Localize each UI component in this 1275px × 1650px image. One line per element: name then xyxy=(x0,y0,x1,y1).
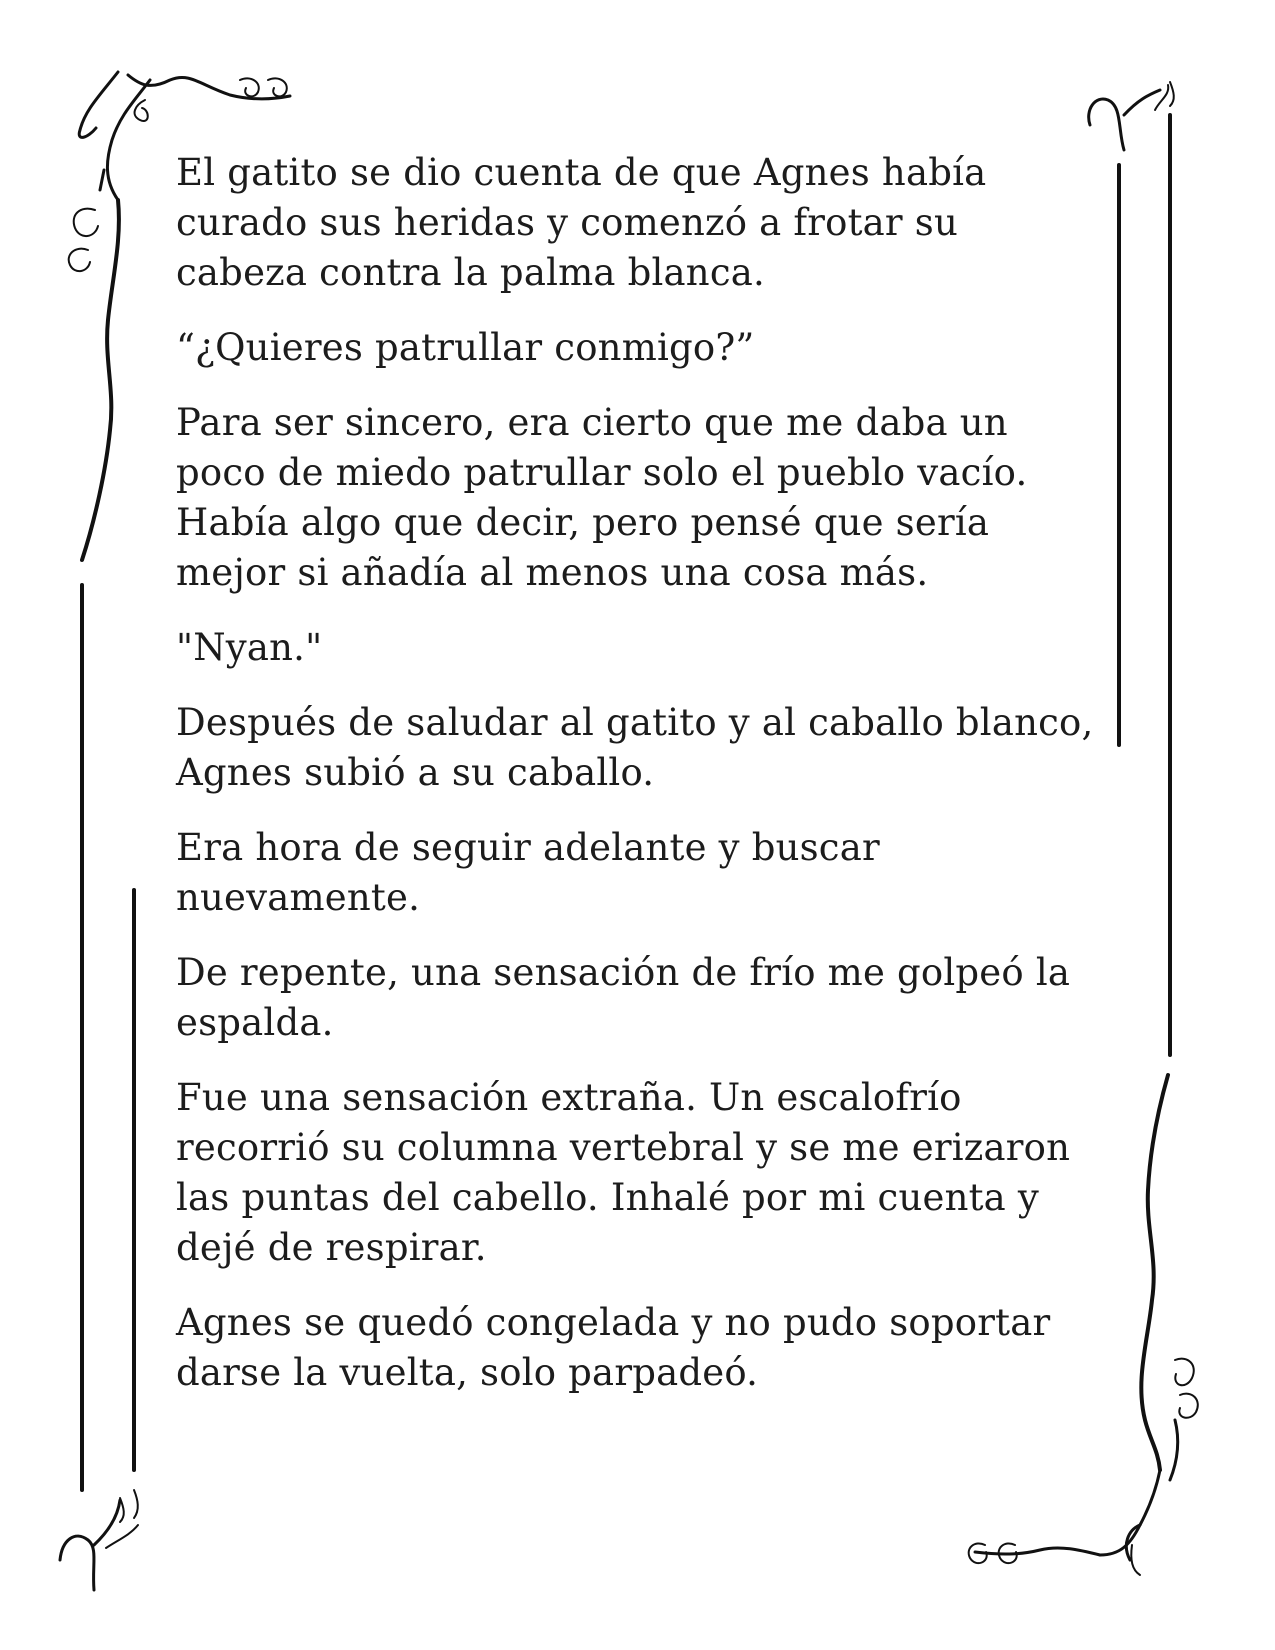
paragraph: "Nyan." xyxy=(176,626,323,669)
bottom-left-flourish xyxy=(60,1490,138,1590)
paragraph: El gatito se dio cuenta de que Agnes había curado sus heridas y comenzó a frotar su cabeza contra la palma blanca. xyxy=(176,151,987,294)
story-text xyxy=(176,148,1096,1423)
paragraph: Agnes se quedó congelada y no pudo soportar darse la vuelta, solo parpadeó. xyxy=(176,1301,1051,1394)
paragraph: Fue una sensación extraña. Un escalofrío recorrió su columna vertebral y se me erizaron las puntas del cabello. Inhalé por mi cuenta y dejé de respirar. xyxy=(176,1076,1071,1269)
top-right-flourish xyxy=(1089,82,1174,150)
paragraph: Para ser sincero, era cierto que me daba un poco de miedo patrullar solo el pueblo vacío. Había algo que decir, pero pensé que sería mejor si añadía al menos una cosa más. xyxy=(176,401,1028,594)
paragraph: Después de saludar al gatito y al caballo blanco, Agnes subió a su caballo. xyxy=(176,701,1094,794)
paragraph: De repente, una sensación de frío me golpeó la espalda. xyxy=(176,951,1071,1044)
paragraph: “¿Quieres patrullar conmigo?” xyxy=(176,326,755,369)
paragraph: Era hora de seguir adelante y buscar nuevamente. xyxy=(176,826,880,919)
